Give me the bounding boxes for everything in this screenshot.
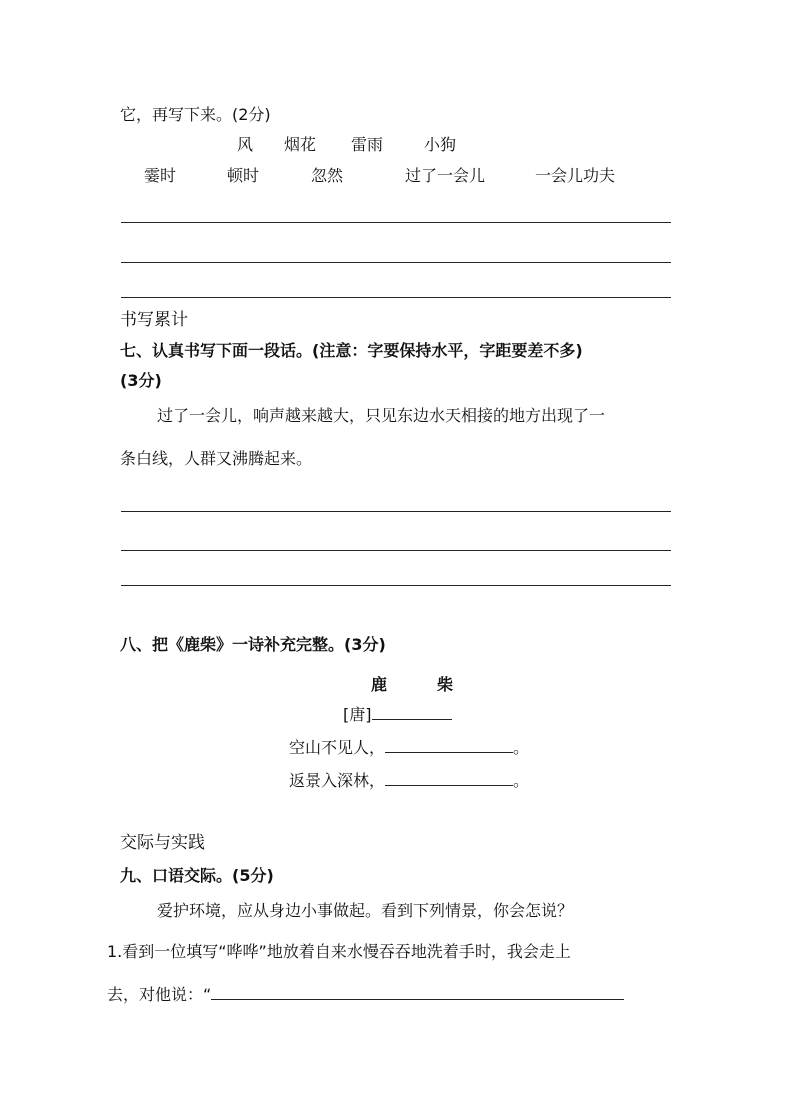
word-item: 雷雨 (351, 135, 384, 154)
word-item: 风 (237, 135, 254, 154)
author-blank[interactable] (372, 719, 452, 720)
answer-line[interactable] (121, 222, 671, 223)
question-tail: 它，再写下来。(2分) (120, 105, 271, 124)
poem-line-text: 返景入深林， (289, 771, 386, 790)
poem-title-char: 柴 (437, 675, 454, 694)
poem-line (289, 740, 529, 756)
scenario-item: 1.看到一位填写“哗哗”地放着自来水慢吞吞地洗着手时，我会走上 (107, 942, 571, 961)
word-item: 过了一会儿 (405, 166, 486, 185)
dynasty-label: [唐] (343, 705, 372, 724)
poem-period: 。 (513, 771, 530, 790)
scenario-item-cont (107, 987, 624, 1003)
word-item: 烟花 (284, 135, 317, 154)
question-9: 九、口语交际。(5分) (120, 866, 274, 885)
word-item: 霎时 (144, 166, 177, 185)
word-item: 一会儿功夫 (535, 166, 616, 185)
poem-blank[interactable] (385, 752, 513, 753)
word-item: 小狗 (424, 135, 457, 154)
poem-line (289, 773, 529, 789)
section-heading: 交际与实践 (120, 833, 205, 853)
poem-title-char: 鹿 (371, 675, 388, 694)
answer-blank[interactable] (211, 999, 624, 1000)
word-item: 忽然 (311, 166, 344, 185)
answer-line[interactable] (121, 550, 671, 551)
question-8: 八、把《鹿柴》一诗补充完整。(3分) (120, 635, 386, 654)
scenario-item-text: 去，对他说：“ (107, 985, 212, 1004)
passage-line: 条白线，人群又沸腾起来。 (120, 449, 313, 468)
answer-line[interactable] (121, 297, 671, 298)
answer-line[interactable] (121, 262, 671, 263)
section-heading: 书写累计 (120, 310, 188, 330)
question-7-score: (3分) (120, 371, 162, 390)
scenario-intro: 爱护环境，应从身边小事做起。看到下列情景，你会怎说？ (157, 901, 574, 920)
question-7: 七、认真书写下面一段话。(注意：字要保持水平，字距要差不多) (120, 341, 583, 360)
passage-line: 过了一会儿，响声越来越大，只见东边水天相接的地方出现了一 (157, 406, 606, 425)
poem-blank[interactable] (385, 785, 513, 786)
answer-line[interactable] (121, 585, 671, 586)
answer-line[interactable] (121, 511, 671, 512)
word-item: 顿时 (227, 166, 260, 185)
poem-line-text: 空山不见人， (289, 738, 386, 757)
poem-period: 。 (513, 738, 530, 757)
poem-author-line (343, 707, 452, 723)
